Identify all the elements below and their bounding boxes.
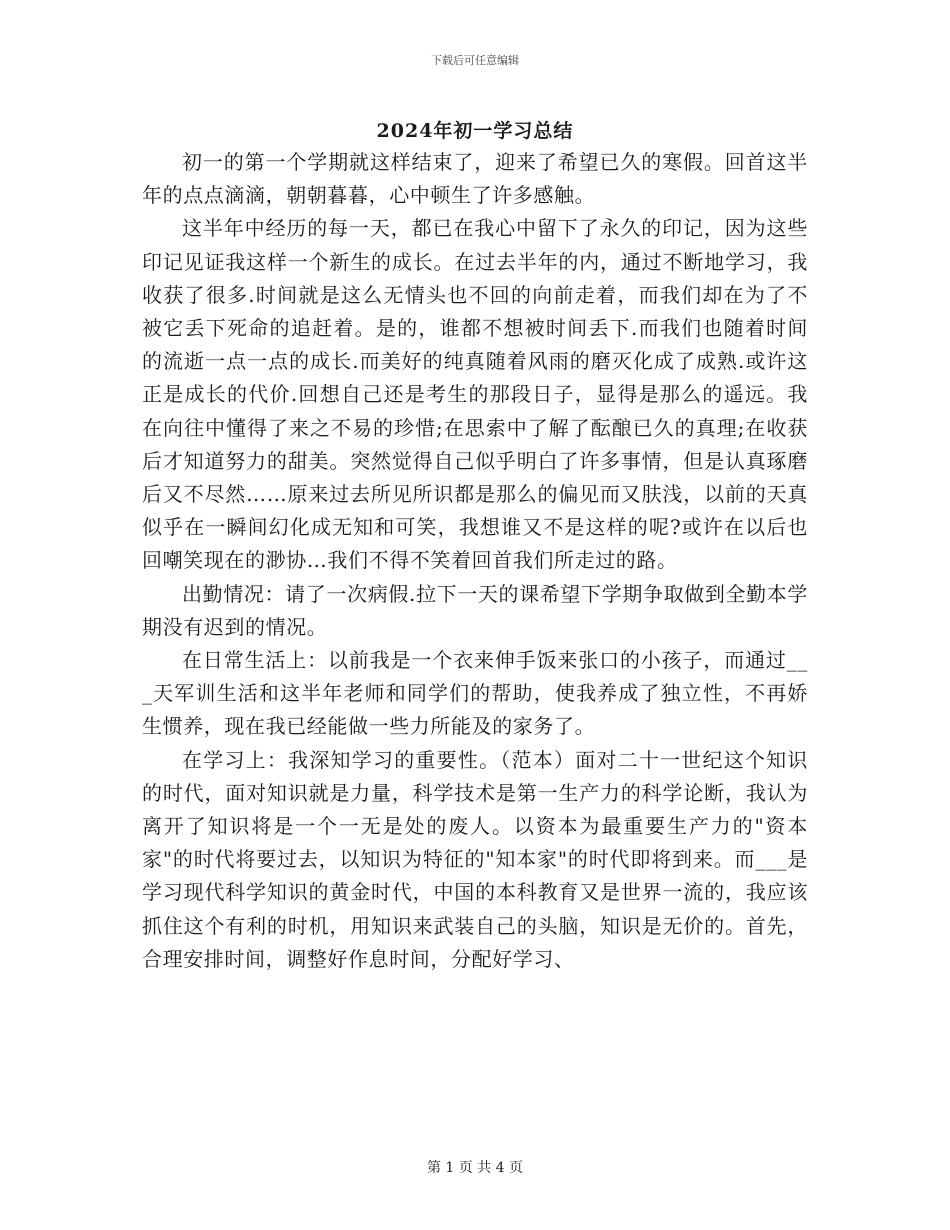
document-body [142, 146, 808, 976]
paragraph: 在学习上：我深知学习的重要性。（范本）面对二十一世纪这个知识的时代，面对知识就是力量，科学技术是第一生产力的科学论断，我认为离开了知识将是一个一无是处的废人。以资本为最重要生产力的"资本家"的时代将要过去，以知识为特征的"知本家"的时代即将到来。而___是学习现代科学知识的黄金时代，中国的本科教育又是世界一流的，我应该抓住这个有利的时机，用知识来武装自己的头脑，知识是无价的。首先，合理安排时间，调整好作息时间，分配好学习、 [142, 747, 808, 971]
paragraph: 在日常生活上：以前我是一个衣来伸手饭来张口的小孩子，而通过___天军训生活和这半年老师和同学们的帮助，使我养成了独立性，不再娇生惯养，现在我已经能做一些力所能及的家务了。 [142, 648, 808, 739]
paragraph: 这半年中经历的每一天，都已在我心中留下了永久的印记，因为这些印记见证我这样一个新生的成长。在过去半年的内，通过不断地学习，我收获了很多.时间就是这么无情头也不回的向前走着，而我们却在为了不被它丢下死命的追赶着。是的，谁都不想被时间丢下.而我们也随着时间的流逝一点一点的成长.而美好的纯真随着风雨的磨灭化成了成熟.或许这正是成长的代价.回想自己还是考生的那段日子，显得是那么的遥远。我在向往中懂得了来之不易的珍惜;在思索中了解了酝酿已久的真理;在收获后才知道努力的甜美。突然觉得自己似乎明白了许多事情，但是认真琢磨后又不尽然……原来过去所见所识都是那么的偏见而又肤浅，以前的天真似乎在一瞬间幻化成无知和可笑，我想谁又不是这样的呢?或许在以后也回嘲笑现在的渺协…我们不得不笑着回首我们所走过的路。 [142, 216, 808, 573]
page-indicator: 第 1 页 共 4 页 [426, 1160, 524, 1176]
document-title: 2024年初一学习总结 [376, 120, 574, 142]
paragraph: 初一的第一个学期就这样结束了，迎来了希望已久的寒假。回首这半年的点点滴滴，朝朝暮暮，心中顿生了许多感触。 [142, 150, 808, 208]
header-note: 下载后可任意编辑 [431, 54, 519, 67]
paragraph: 出勤情况：请了一次病假.拉下一天的课希望下学期争取做到全勤本学期没有迟到的情况。 [142, 581, 808, 639]
